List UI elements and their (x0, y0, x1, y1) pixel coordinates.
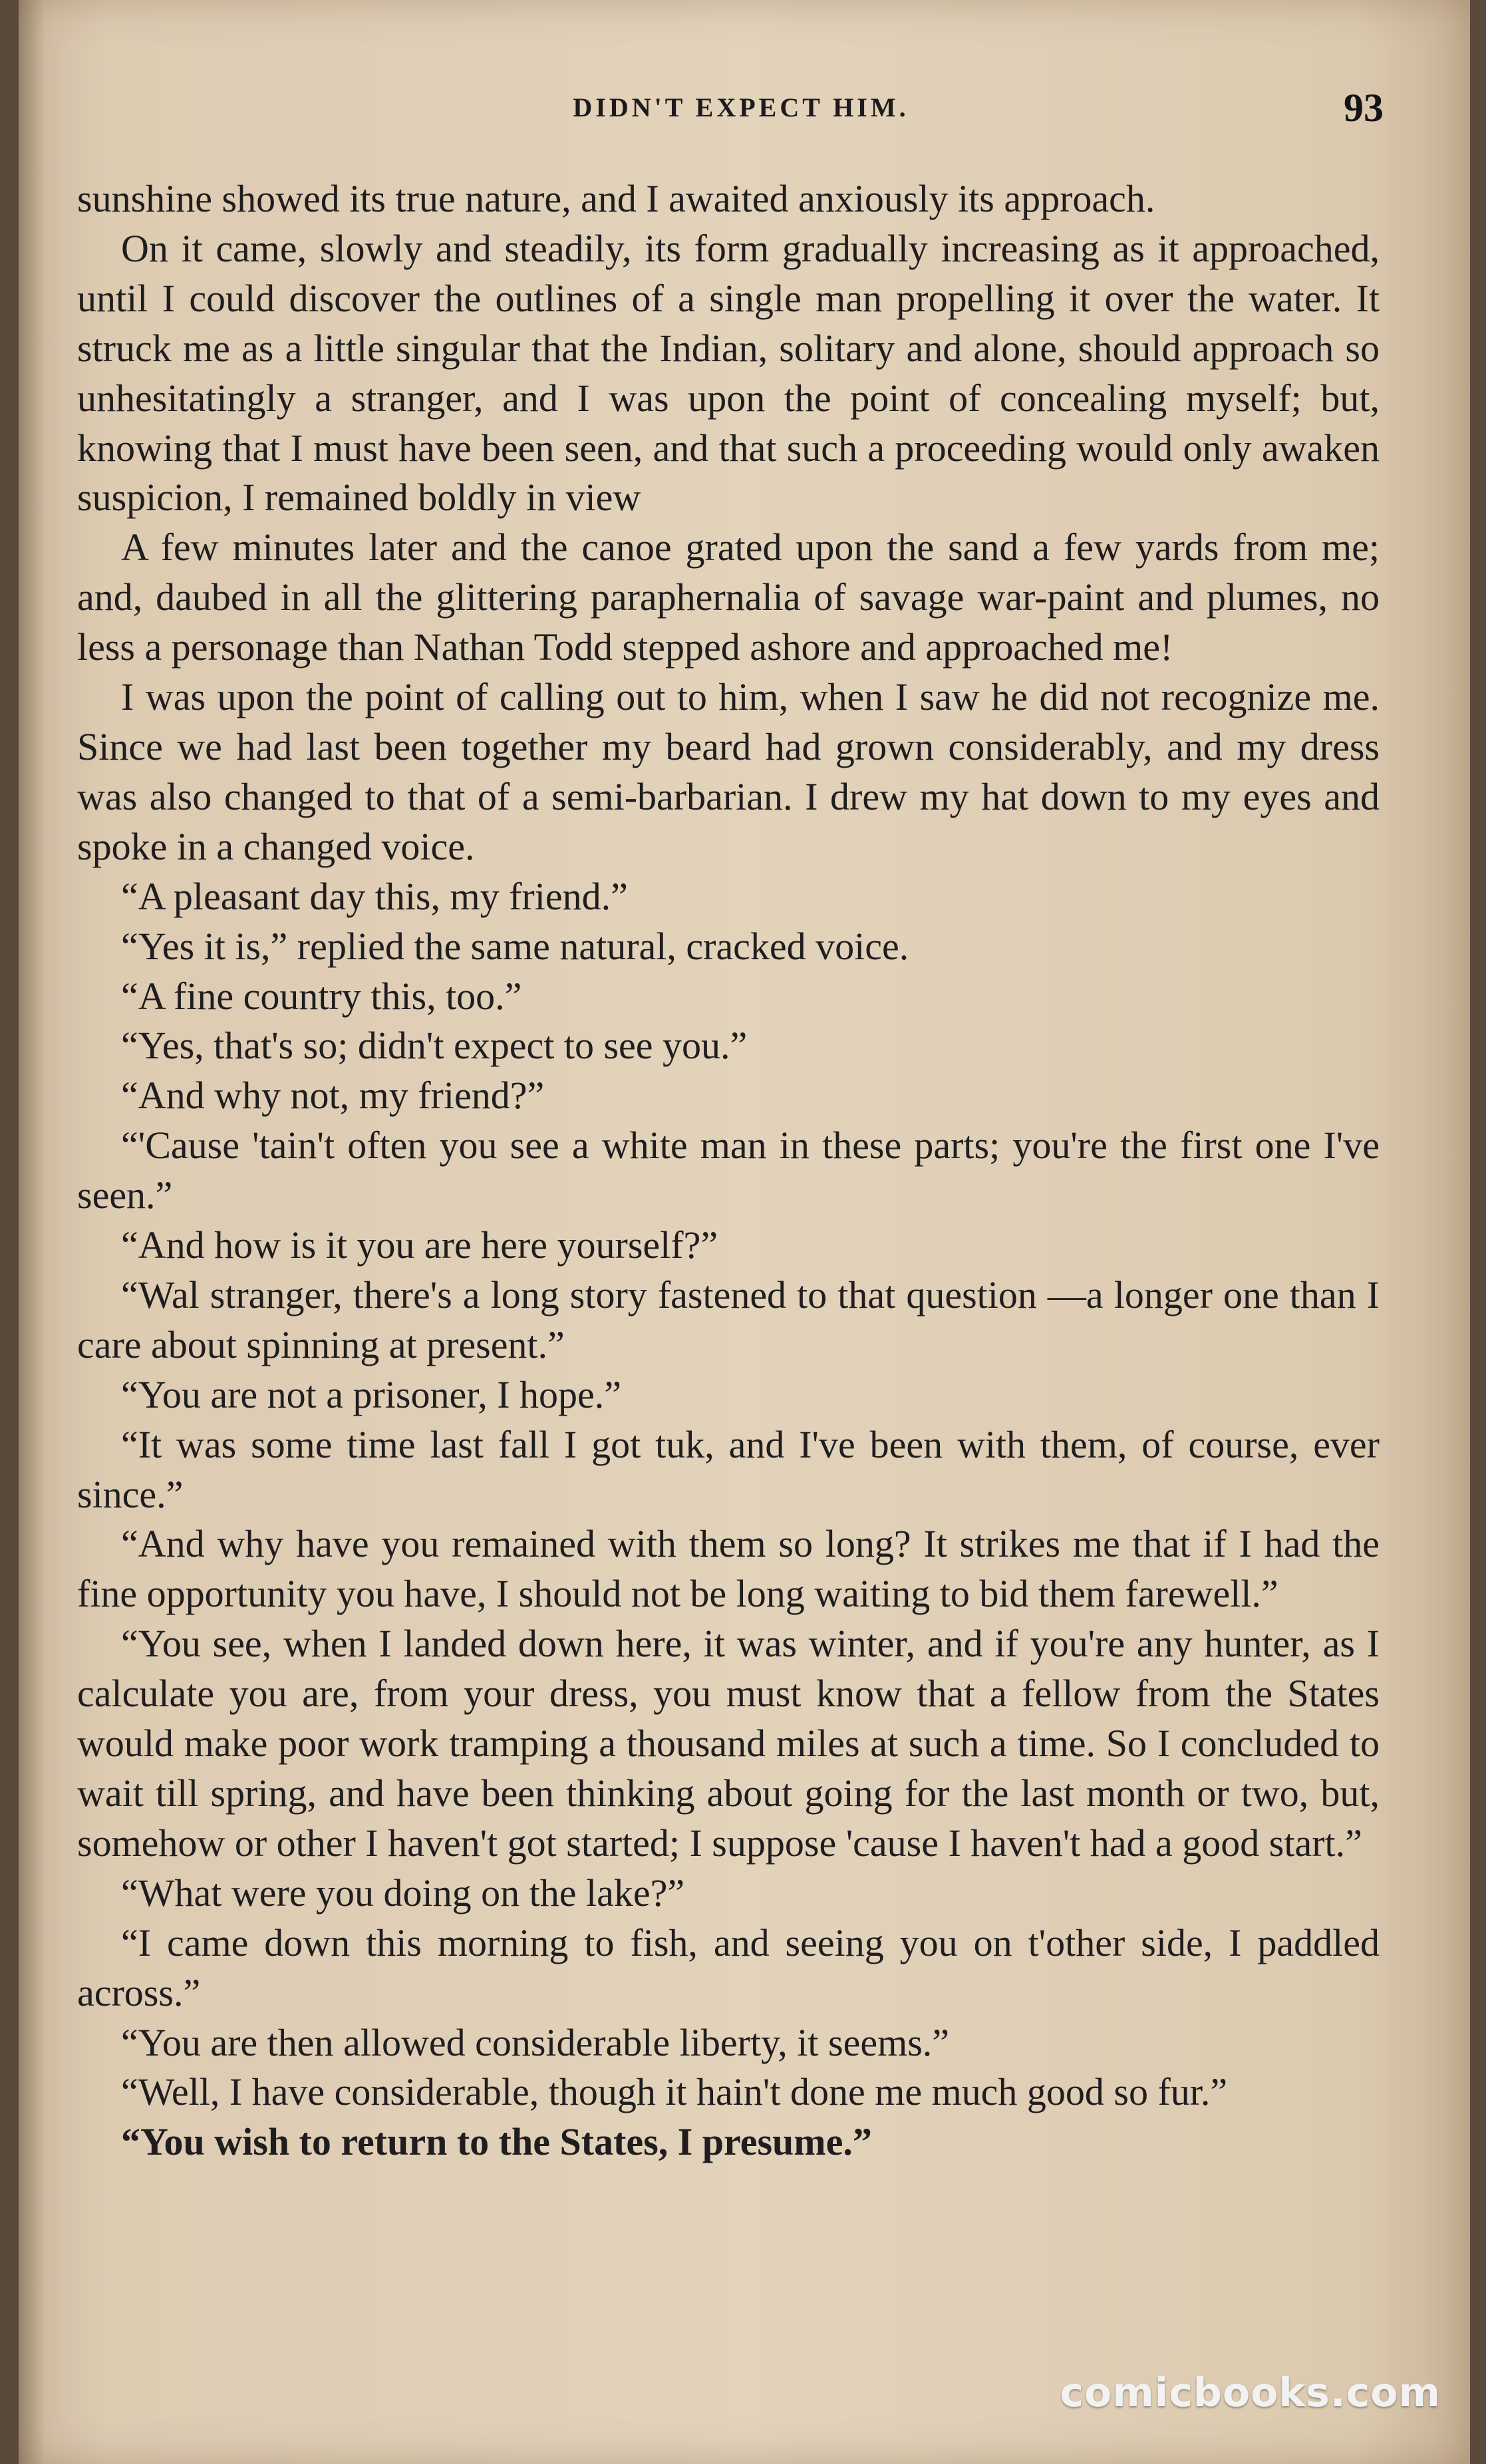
dialogue-line: “And why not, my friend?” (121, 1074, 545, 1118)
site-watermark: comicbooks.com (1060, 2370, 1441, 2416)
dialogue-line: “You are then allowed considerable liberty, it seems.” (121, 2020, 950, 2064)
dialogue-line: “'Cause 'tain't often you see a white man in these parts; you're the first one I've seen.” (77, 1124, 1380, 1217)
dialogue-line: “A fine country this, too.” (121, 974, 522, 1018)
dialogue-line: “It was some time last fall I got tuk, and I've been with them, of course, ever since.” (77, 1422, 1380, 1516)
paragraph: I was upon the point of calling out to him, when I saw he did not recognize me. Since we had last been together my beard had grown considerably, and my dress was also changed to that of a semi-barbarian. I drew my hat down to my eyes and spoke in a changed voice. (77, 675, 1380, 868)
paragraph: A few minutes later and the canoe grated upon the sand a few yards from me; and, daubed in all the glittering paraphernalia of savage war-paint and plumes, no less a personage than Nathan Todd stepped ashore and approached me! (77, 526, 1380, 669)
dialogue-line: “Yes it is,” replied the same natural, cracked voice. (121, 924, 909, 968)
dialogue-line: “A pleasant day this, my friend.” (121, 874, 628, 918)
dialogue-line: “Well, I have considerable, though it hain't done me much good so fur.” (121, 2070, 1228, 2114)
page-header (98, 85, 1384, 138)
dialogue-line: “Wal stranger, there's a long story fastened to that question —a longer one than I care about spinning at present.” (77, 1273, 1380, 1366)
spine-shadow (19, 0, 45, 2464)
dialogue-line: “And why have you remained with them so long? It strikes me that if I had the fine opportunity you have, I should not be long waiting to bid them farewell.” (77, 1522, 1380, 1616)
paragraph: sunshine showed its true nature, and I awaited anxiously its approach. (77, 177, 1155, 220)
running-head: DIDN'T EXPECT HIM. (573, 92, 909, 122)
text-body (77, 174, 1380, 2167)
dialogue-line: “You see, when I landed down here, it was winter, and if you're any hunter, as I calculate you are, from your dress, you must know that a fellow from the States would make poor work tramping a thousand miles at such a time. So I concluded to wait till spring, and have been thinking about going for the last month or two, but, somehow or other I haven't got started; I suppose 'cause I haven't had a good start.” (77, 1622, 1380, 1865)
dialogue-line: “You wish to return to the States, I presume.” (121, 2120, 872, 2164)
dialogue-line: “Yes, that's so; didn't expect to see you.” (121, 1024, 748, 1068)
dialogue-line: “What were you doing on the lake?” (121, 1871, 685, 1915)
dialogue-line: “You are not a prisoner, I hope.” (121, 1372, 622, 1416)
book-page (19, 0, 1470, 2464)
paragraph: On it came, slowly and steadily, its form gradually increasing as it approached, until I could discover the outlines of a single man propelling it over the water. It struck me as a little singular that the Indian, solitary and alone, should approach so unhesitatingly a stranger, and I was upon the point of concealing myself; but, knowing that I must have been seen, and that such a proceeding would only awaken suspicion, I remained boldly in view (77, 226, 1380, 520)
dialogue-line: “And how is it you are here yourself?” (121, 1223, 718, 1267)
page-number: 93 (1344, 86, 1384, 130)
dialogue-line: “I came down this morning to fish, and seeing you on t'other side, I paddled across.” (77, 1921, 1380, 2014)
